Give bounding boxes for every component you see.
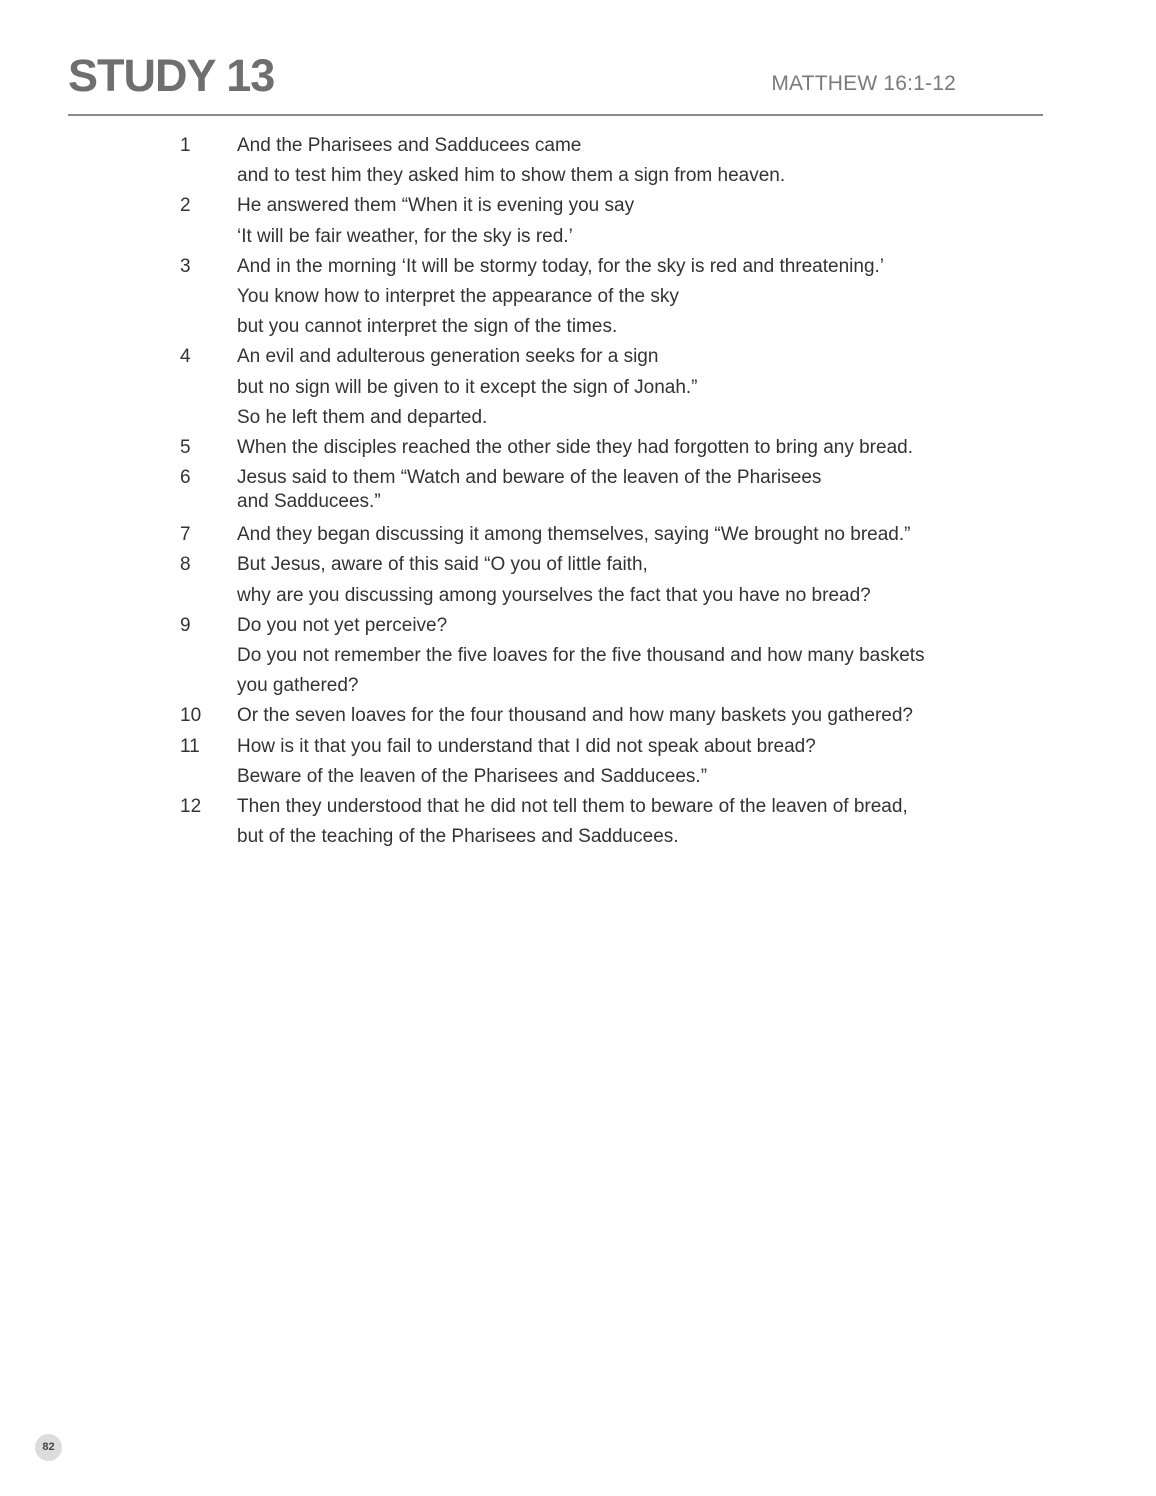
- verse-line: Or the seven loaves for the four thousand and how many baskets you gathered?: [237, 705, 913, 727]
- verse-line: Then they understood that he did not tell them to beware of the leaven of bread,: [237, 796, 908, 818]
- verse-2: [180, 191, 1000, 251]
- page-header: [68, 52, 1043, 116]
- verse-line: and to test him they asked him to show them a sign from heaven.: [237, 165, 786, 187]
- study-title: STUDY 13: [68, 50, 275, 101]
- verse-line: Do you not yet perceive?: [237, 614, 448, 636]
- verse-line: And in the morning ‘It will be stormy today, for the sky is red and threatening.’: [237, 255, 885, 277]
- verse-number: 6: [180, 467, 191, 489]
- verse-number: 10: [180, 705, 202, 727]
- verse-line: When the disciples reached the other side they had forgotten to bring any bread.: [237, 437, 913, 459]
- verse-line: You know how to interpret the appearance of the sky: [237, 286, 679, 308]
- verse-4: [180, 342, 1000, 433]
- verse-line: why are you discussing among yourselves the fact that you have no bread?: [237, 584, 871, 606]
- verse-line: but you cannot interpret the sign of the times.: [237, 316, 618, 338]
- verse-number: 11: [180, 735, 200, 757]
- verse-line: So he left them and departed.: [237, 406, 488, 428]
- page-number-badge: 82: [35, 1434, 62, 1461]
- verse-line: And they began discussing it among themselves, saying “We brought no bread.”: [237, 524, 911, 546]
- verse-line: How is it that you fail to understand that I did not speak about bread?: [237, 735, 816, 757]
- verse-line: He answered them “When it is evening you say: [237, 195, 635, 217]
- verse-line: And the Pharisees and Sadducees came: [237, 135, 582, 156]
- verse-8: [180, 550, 1000, 610]
- verse-number: 2: [180, 195, 191, 217]
- verse-7: [180, 520, 1000, 550]
- verse-number: 5: [180, 437, 191, 459]
- verse-list: [180, 131, 1000, 852]
- verse-number: 12: [180, 796, 202, 818]
- verse-number: 7: [180, 524, 191, 546]
- verse-number: 9: [180, 614, 191, 636]
- verse-3: [180, 252, 1000, 343]
- verse-6: [180, 463, 1000, 520]
- verse-line: but of the teaching of the Pharisees and Sadducees.: [237, 826, 679, 848]
- verse-number: 1: [180, 135, 191, 156]
- verse-number: 3: [180, 255, 191, 277]
- verse-10: [180, 701, 1000, 731]
- verse-line: An evil and adulterous generation seeks for a sign: [237, 346, 659, 368]
- verse-line: and Sadducees.”: [237, 491, 381, 513]
- verse-line: Do you not remember the five loaves for the five thousand and how many baskets: [237, 645, 925, 667]
- verse-line: Jesus said to them “Watch and beware of the leaven of the Pharisees: [237, 467, 822, 489]
- verse-line: but no sign will be given to it except the sign of Jonah.”: [237, 376, 698, 398]
- verse-line: Beware of the leaven of the Pharisees and Sadducees.”: [237, 765, 708, 787]
- verse-5: [180, 433, 1000, 463]
- passage-reference: MATTHEW 16:1-12: [771, 72, 956, 95]
- verse-11: [180, 732, 1000, 792]
- verse-1: [180, 131, 1000, 191]
- verse-number: 4: [180, 346, 191, 368]
- verse-line: But Jesus, aware of this said “O you of little faith,: [237, 554, 648, 576]
- verse-9: [180, 611, 1000, 702]
- verse-number: 8: [180, 554, 191, 576]
- verse-line: ‘It will be fair weather, for the sky is red.’: [237, 225, 573, 247]
- verse-12: [180, 792, 1000, 852]
- verse-line: you gathered?: [237, 675, 359, 697]
